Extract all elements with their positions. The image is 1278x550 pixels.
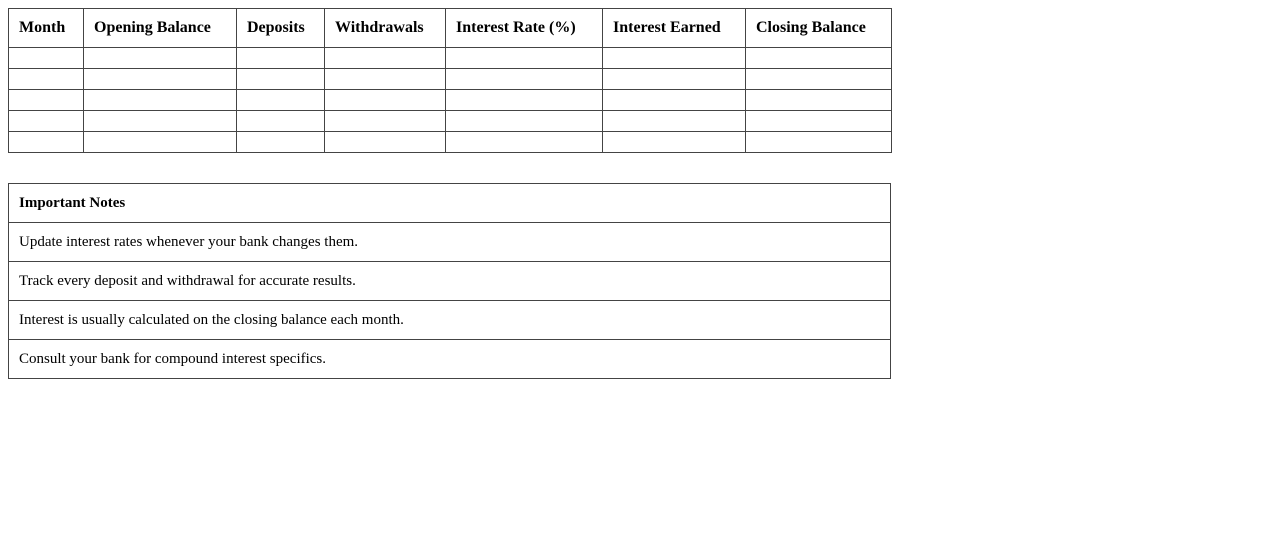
- table-cell[interactable]: [237, 90, 325, 111]
- table-cell[interactable]: [746, 90, 892, 111]
- table-cell[interactable]: [9, 132, 84, 153]
- table-row: [9, 111, 892, 132]
- table-cell[interactable]: [84, 48, 237, 69]
- note-row: [9, 262, 891, 301]
- table-cell[interactable]: [446, 90, 603, 111]
- note-item: Interest is usually calculated on the closing balance each month.: [9, 301, 891, 340]
- column-header-opening-balance: Opening Balance: [84, 9, 237, 48]
- note-item: Update interest rates whenever your bank changes them.: [9, 223, 891, 262]
- table-row: [9, 69, 892, 90]
- table-cell[interactable]: [446, 132, 603, 153]
- note-row: [9, 223, 891, 262]
- column-header-deposits: Deposits: [237, 9, 325, 48]
- savings-tracker-table: [8, 8, 892, 153]
- table-cell[interactable]: [603, 69, 746, 90]
- notes-header-row: [9, 184, 891, 223]
- table-cell[interactable]: [325, 48, 446, 69]
- table-cell[interactable]: [84, 90, 237, 111]
- note-row: [9, 301, 891, 340]
- table-cell[interactable]: [9, 111, 84, 132]
- column-header-month: Month: [9, 9, 84, 48]
- table-cell[interactable]: [325, 132, 446, 153]
- table-cell[interactable]: [237, 132, 325, 153]
- table-row: [9, 90, 892, 111]
- table-cell[interactable]: [603, 48, 746, 69]
- table-cell[interactable]: [446, 111, 603, 132]
- table-cell[interactable]: [603, 90, 746, 111]
- column-header-closing-balance: Closing Balance: [746, 9, 892, 48]
- note-item: Track every deposit and withdrawal for accurate results.: [9, 262, 891, 301]
- table-cell[interactable]: [237, 69, 325, 90]
- table-cell[interactable]: [746, 69, 892, 90]
- table-cell[interactable]: [9, 48, 84, 69]
- table-cell[interactable]: [84, 132, 237, 153]
- column-header-interest-rate: Interest Rate (%): [446, 9, 603, 48]
- table-header-row: [9, 9, 892, 48]
- important-notes-table: [8, 183, 891, 379]
- table-cell[interactable]: [9, 69, 84, 90]
- table-cell[interactable]: [746, 111, 892, 132]
- column-header-withdrawals: Withdrawals: [325, 9, 446, 48]
- table-cell[interactable]: [746, 132, 892, 153]
- table-cell[interactable]: [603, 132, 746, 153]
- table-cell[interactable]: [237, 111, 325, 132]
- table-cell[interactable]: [325, 90, 446, 111]
- table-cell[interactable]: [325, 69, 446, 90]
- table-cell[interactable]: [446, 69, 603, 90]
- table-cell[interactable]: [446, 48, 603, 69]
- table-cell[interactable]: [9, 90, 84, 111]
- table-row: [9, 132, 892, 153]
- table-cell[interactable]: [237, 48, 325, 69]
- table-cell[interactable]: [603, 111, 746, 132]
- table-cell[interactable]: [84, 69, 237, 90]
- table-cell[interactable]: [325, 111, 446, 132]
- note-item: Consult your bank for compound interest specifics.: [9, 340, 891, 379]
- column-header-interest-earned: Interest Earned: [603, 9, 746, 48]
- table-row: [9, 48, 892, 69]
- table-cell[interactable]: [84, 111, 237, 132]
- notes-title: Important Notes: [9, 184, 891, 223]
- table-cell[interactable]: [746, 48, 892, 69]
- note-row: [9, 340, 891, 379]
